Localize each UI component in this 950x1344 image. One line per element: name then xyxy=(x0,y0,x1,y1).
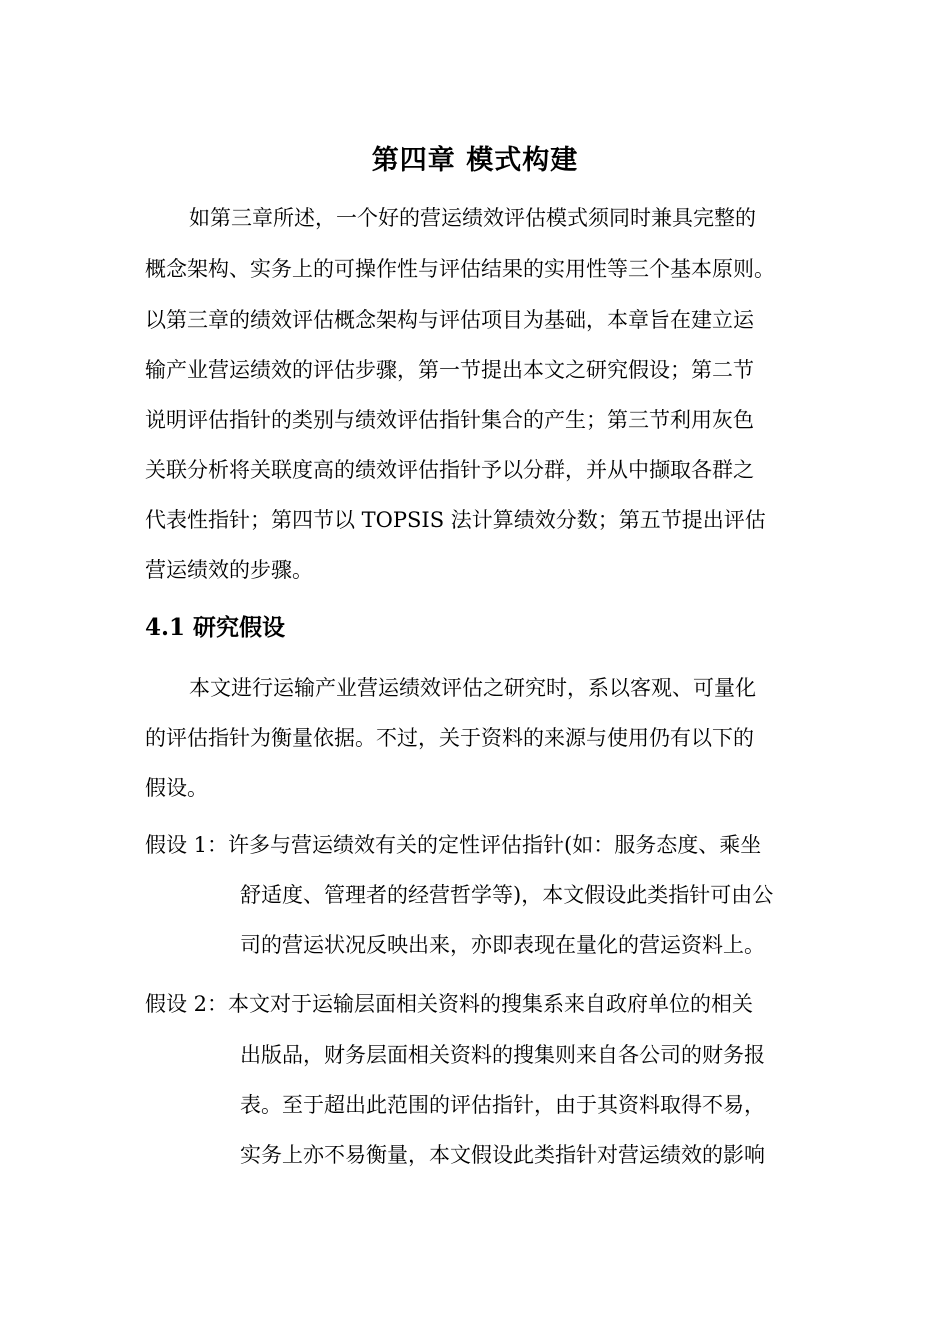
section-line: 假设。 xyxy=(145,776,208,800)
hypothesis-1-line: 司的营运状况反映出来，亦即表现在量化的营运资料上。 xyxy=(240,933,765,957)
hypothesis-1-line: 舒适度、管理者的经营哲学等)，本文假设此类指针可由公 xyxy=(240,883,774,907)
intro-line: 说明评估指针的类别与绩效评估指针集合的产生；第三节利用灰色 xyxy=(145,408,754,432)
intro-line: 以第三章的绩效评估概念架构与评估项目为基础，本章旨在建立运 xyxy=(145,308,754,332)
intro-line: 关联分析将关联度高的绩效评估指针予以分群，并从中撷取各群之 xyxy=(145,458,754,482)
hypothesis-2-line: 表。至于超出此范围的评估指针，由于其资料取得不易， xyxy=(240,1093,765,1117)
hypothesis-2-line: 实务上亦不易衡量，本文假设此类指针对营运绩效的影响 xyxy=(240,1143,765,1167)
chapter-title: 第四章 模式构建 xyxy=(371,145,579,176)
intro-line: 代表性指针；第四节以 TOPSIS 法计算绩效分数；第五节提出评估 xyxy=(145,508,766,532)
hypothesis-2-line: 出版品，财务层面相关资料的搜集则来自各公司的财务报 xyxy=(240,1043,765,1067)
section-line: 本文进行运输产业营运绩效评估之研究时，系以客观、可量化 xyxy=(189,676,756,700)
intro-line: 营运绩效的步骤。 xyxy=(145,558,313,582)
hypothesis-2-line: 假设 2：本文对于运输层面相关资料的搜集系来自政府单位的相关 xyxy=(145,992,754,1016)
intro-line: 输产业营运绩效的评估步骤，第一节提出本文之研究假设；第二节 xyxy=(145,358,754,382)
hypothesis-1-line: 假设 1：许多与营运绩效有关的定性评估指针(如：服务态度、乘坐 xyxy=(145,833,762,857)
intro-line: 概念架构、实务上的可操作性与评估结果的实用性等三个基本原则。 xyxy=(145,257,775,281)
section-line: 的评估指针为衡量依据。不过，关于资料的来源与使用仍有以下的 xyxy=(145,726,754,750)
section-heading: 4.1 研究假设 xyxy=(145,614,286,641)
intro-line: 如第三章所述，一个好的营运绩效评估模式须同时兼具完整的 xyxy=(189,206,756,230)
